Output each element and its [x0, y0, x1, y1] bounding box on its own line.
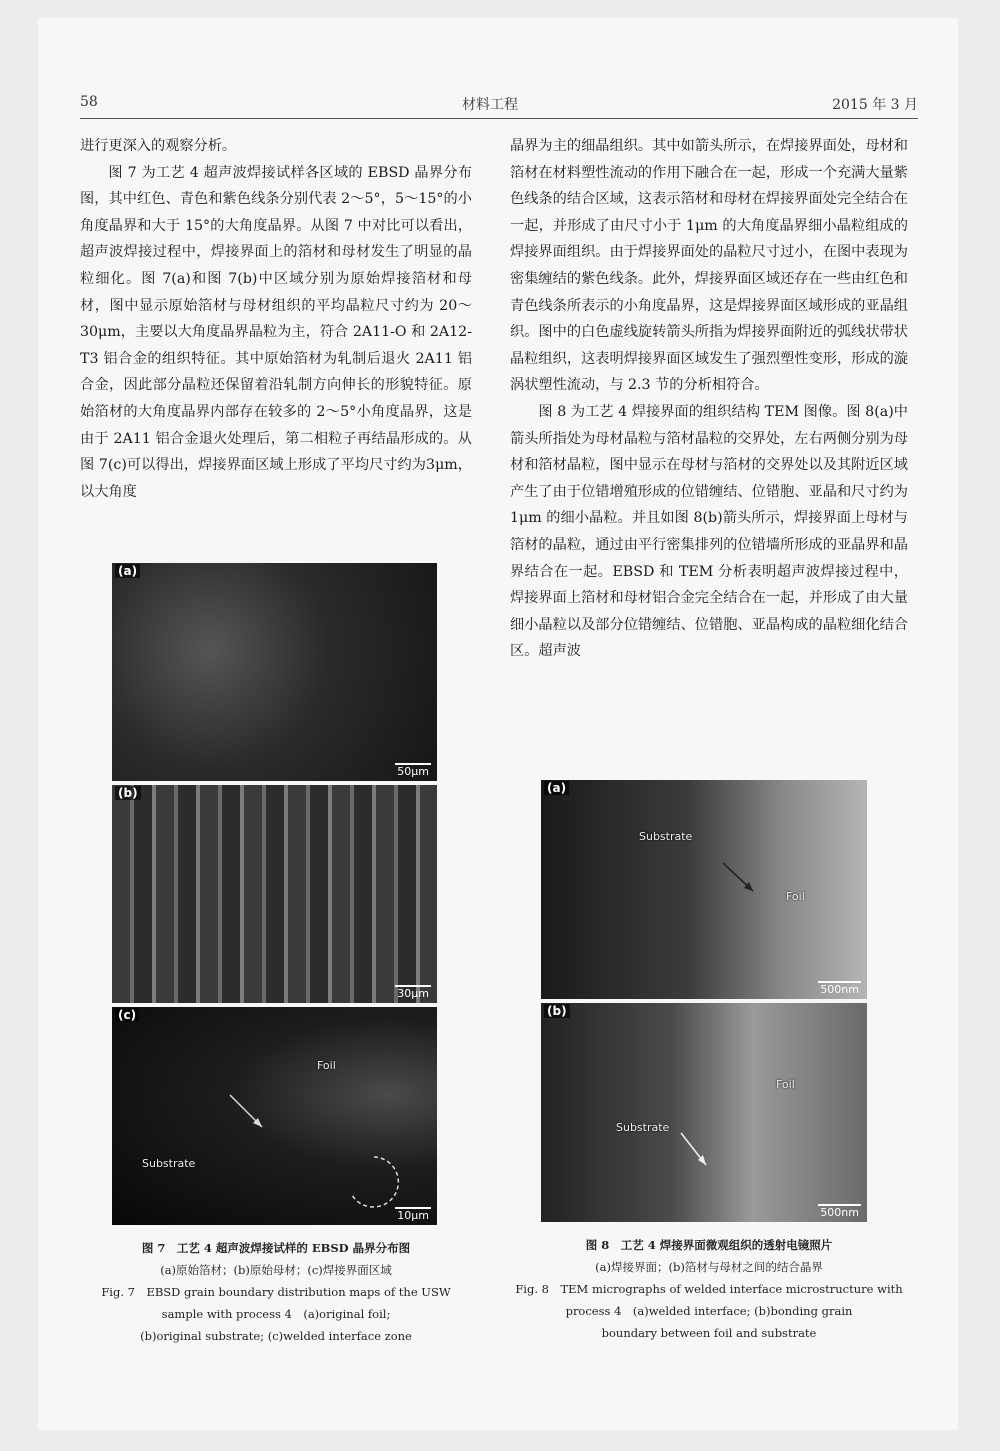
paragraph: 晶界为主的细晶组织。其中如箭头所示，在焊接界面处，母材和箔材在材料塑性流动的作用下融合在一起，形成一个充满大量紫色线条的结合区域，这表示箔材和母材在焊接界面处完全结合在一起，并形成了由尺寸小于 1μm 的大角度晶界细小晶粒组成的焊接界面组织。由于焊接界面处的晶粒尺寸过小，在图中表现为密集缠结的紫色线条。此外，焊接界面区域还存在一些由红色和青色线条所表示的小角度晶界，这是焊接界面区域形成的亚晶组织。图中的白色虚线旋转箭头所指为焊接界面附近的弧线状带状晶粒组织，这表明焊接界面区域发生了强烈塑性变形，形成的漩涡状塑性流动，与 2.3 节的分析相符合。	[510, 138, 908, 394]
left-column	[80, 133, 472, 505]
scale-bar: 10μm	[397, 1209, 429, 1222]
foil-label: Foil	[317, 1059, 336, 1072]
paragraph: 进行更深入的观察分析。	[80, 138, 237, 154]
arrow-icon	[541, 780, 867, 999]
ebsd-map-original-substrate	[112, 785, 437, 1003]
foil-label: Foil	[786, 890, 805, 903]
arrow-icon	[541, 1003, 867, 1222]
scale-bar: 50μm	[397, 765, 429, 778]
ebsd-map-original-foil	[112, 563, 437, 781]
issue-date: 2015 年 3 月	[832, 97, 918, 113]
arrow-icon	[112, 1007, 437, 1225]
caption-line: (b)original substrate; (c)welded interface zone	[140, 1329, 412, 1343]
caption-line: process 4 (a)welded interface; (b)bonding grain	[565, 1304, 853, 1318]
figure7-caption	[80, 1237, 472, 1347]
panel-label: (b)	[115, 786, 141, 800]
paragraph: 图 7 为工艺 4 超声波焊接试样各区域的 EBSD 晶界分布图，其中红色、青色和紫色线条分别代表 2～5°，5～15°的小角度晶界和大于 15°的大角度晶界。从图 7 中对比可以看出，超声波焊接过程中，焊接界面上的箔材和母材发生了明显的晶粒细化。图 7(a)和图 7(b)中区域分别为原始焊接箔材和母材，图中显示原始箔材与母材组织的平均晶粒尺寸约为 20～30μm，主要以大角度晶界晶粒为主，符合 2A11-O 和 2A12-T3 铝合金的组织特征。其中原始箔材为轧制后退火 2A11 铝合金，因此部分晶粒还保留着沿轧制方向伸长的形貌特征。原始箔材的大角度晶界内部存在较多的 2～5°小角度晶界，这是由于 2A11 铝合金退火处理后，第二相粒子再结晶形成的。从图 7(c)可以得出，焊接界面区域上形成了平均尺寸约为3μm，以大角度	[80, 164, 472, 500]
caption-line: Fig. 8 TEM micrographs of welded interface microstructure with	[515, 1282, 903, 1296]
panel-label: (a)	[115, 564, 140, 578]
caption-line: Fig. 7 EBSD grain boundary distribution maps of the USW	[101, 1285, 451, 1299]
figure8-caption	[510, 1234, 908, 1344]
journal-title: 材料工程	[462, 97, 518, 113]
caption-line: sample with process 4 (a)original foil;	[161, 1307, 391, 1321]
caption-line: (a)焊接界面；(b)箔材与母材之间的结合晶界	[595, 1260, 823, 1274]
page-number: 58	[80, 94, 98, 110]
paragraph: 图 8 为工艺 4 焊接界面的组织结构 TEM 图像。图 8(a)中箭头所指处为母材晶粒与箔材晶粒的交界处，左右两侧分别为母材和箔材晶粒，图中显示在母材与箔材的交界处以及其附近区域产生了由于位错增殖形成的位错缠结、位错胞、亚晶和尺寸约为 1μm 的细小晶粒。并且如图 8(b)箭头所示，焊接界面上母材与箔材的晶粒，通过由平行密集排列的位错墙所形成的亚晶界和晶界结合在一起。EBSD 和 TEM 分析表明超声波焊接过程中，焊接界面上箔材和母材铝合金完全结合在一起，并形成了由大量细小晶粒以及部分位错缠结、位错胞、亚晶构成的晶粒细化结合区。超声波	[510, 403, 908, 660]
caption-line: (a)原始箔材；(b)原始母材；(c)焊接界面区域	[160, 1263, 392, 1277]
panel-label: (b)	[544, 1004, 570, 1018]
substrate-label: Substrate	[639, 830, 693, 843]
right-column	[510, 133, 908, 665]
tem-micrograph-welded-interface	[541, 780, 867, 999]
caption-line: 图 7 工艺 4 超声波焊接试样的 EBSD 晶界分布图	[141, 1241, 411, 1255]
foil-label: Foil	[776, 1078, 795, 1091]
scale-bar: 30μm	[397, 987, 429, 1000]
scale-bar: 500nm	[820, 983, 859, 996]
caption-line: 图 8 工艺 4 焊接界面微观组织的透射电镜照片	[585, 1238, 833, 1252]
header-rule	[80, 118, 918, 119]
substrate-label: Substrate	[142, 1157, 196, 1170]
panel-label: (a)	[544, 781, 569, 795]
scale-bar: 500nm	[820, 1206, 859, 1219]
panel-label: (c)	[115, 1008, 139, 1022]
ebsd-map-welded-interface	[112, 1007, 437, 1225]
substrate-label: Substrate	[616, 1121, 670, 1134]
tem-micrograph-bonding-boundary	[541, 1003, 867, 1222]
caption-line: boundary between foil and substrate	[601, 1326, 817, 1340]
